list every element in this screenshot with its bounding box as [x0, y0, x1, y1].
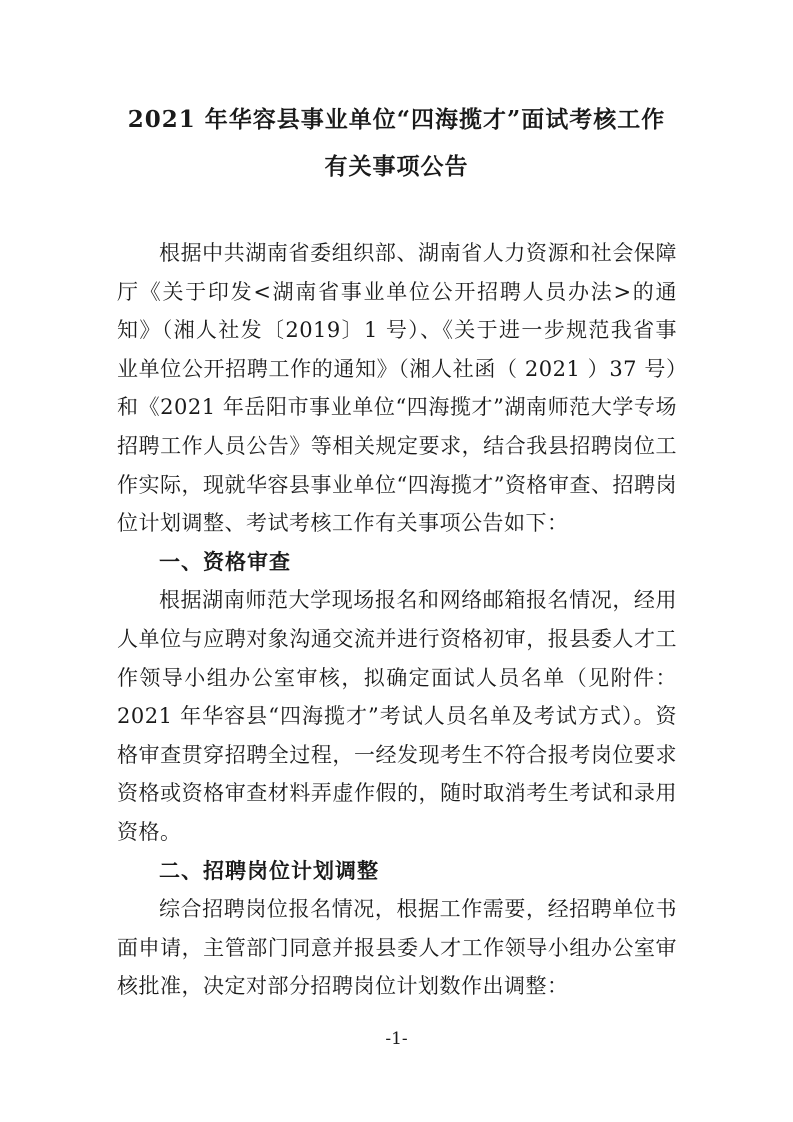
- section-heading: 二、招聘岗位计划调整: [159, 858, 379, 883]
- document-title: [0, 96, 793, 190]
- document-title-line1: 2021 年华容县事业单位“四海揽才”面试考核工作: [127, 106, 666, 133]
- paragraph: 根据中共湖南省委组织部、湖南省人力资源和社会保障厅《关于印发<湖南省事业单位公开招聘人员办法>的通知》（湘人社发〔2019〕1 号）、《关于进一步规范我省事业单位公开招聘工作的通知》（湘人社函（ 2021 ）37 号）和《2021 年岳阳市事业单位“四海揽才”湖南师范大学专场招聘工作人员公告》等相关规定要求，结合我县招聘岗位工作实际，现就华容县事业单位“四海揽才”资格审查、招聘岗位计划调整、考试考核工作有关事项公告如下：: [117, 241, 677, 536]
- document-body: [117, 234, 677, 1006]
- section-heading: 一、资格审查: [159, 549, 291, 574]
- page-number: -1-: [385, 1029, 408, 1049]
- paragraph: 根据湖南师范大学现场报名和网络邮箱报名情况，经用人单位与应聘对象沟通交流并进行资格初审，报县委人才工作领导小组办公室审核，拟确定面试人员名单（见附件：2021 年华容县“四海揽才”考试人员名单及考试方式）。资格审查贯穿招聘全过程，一经发现考生不符合报考岗位要求资格或资格审查材料弄虚作假的，随时取消考生考试和录用资格。: [117, 588, 677, 844]
- paragraph: 综合招聘岗位报名情况，根据工作需要，经招聘单位书面申请，主管部门同意并报县委人才工作领导小组办公室审核批准，决定对部分招聘岗位计划数作出调整：: [117, 897, 677, 999]
- document-title-line2: 有关事项公告: [324, 153, 469, 180]
